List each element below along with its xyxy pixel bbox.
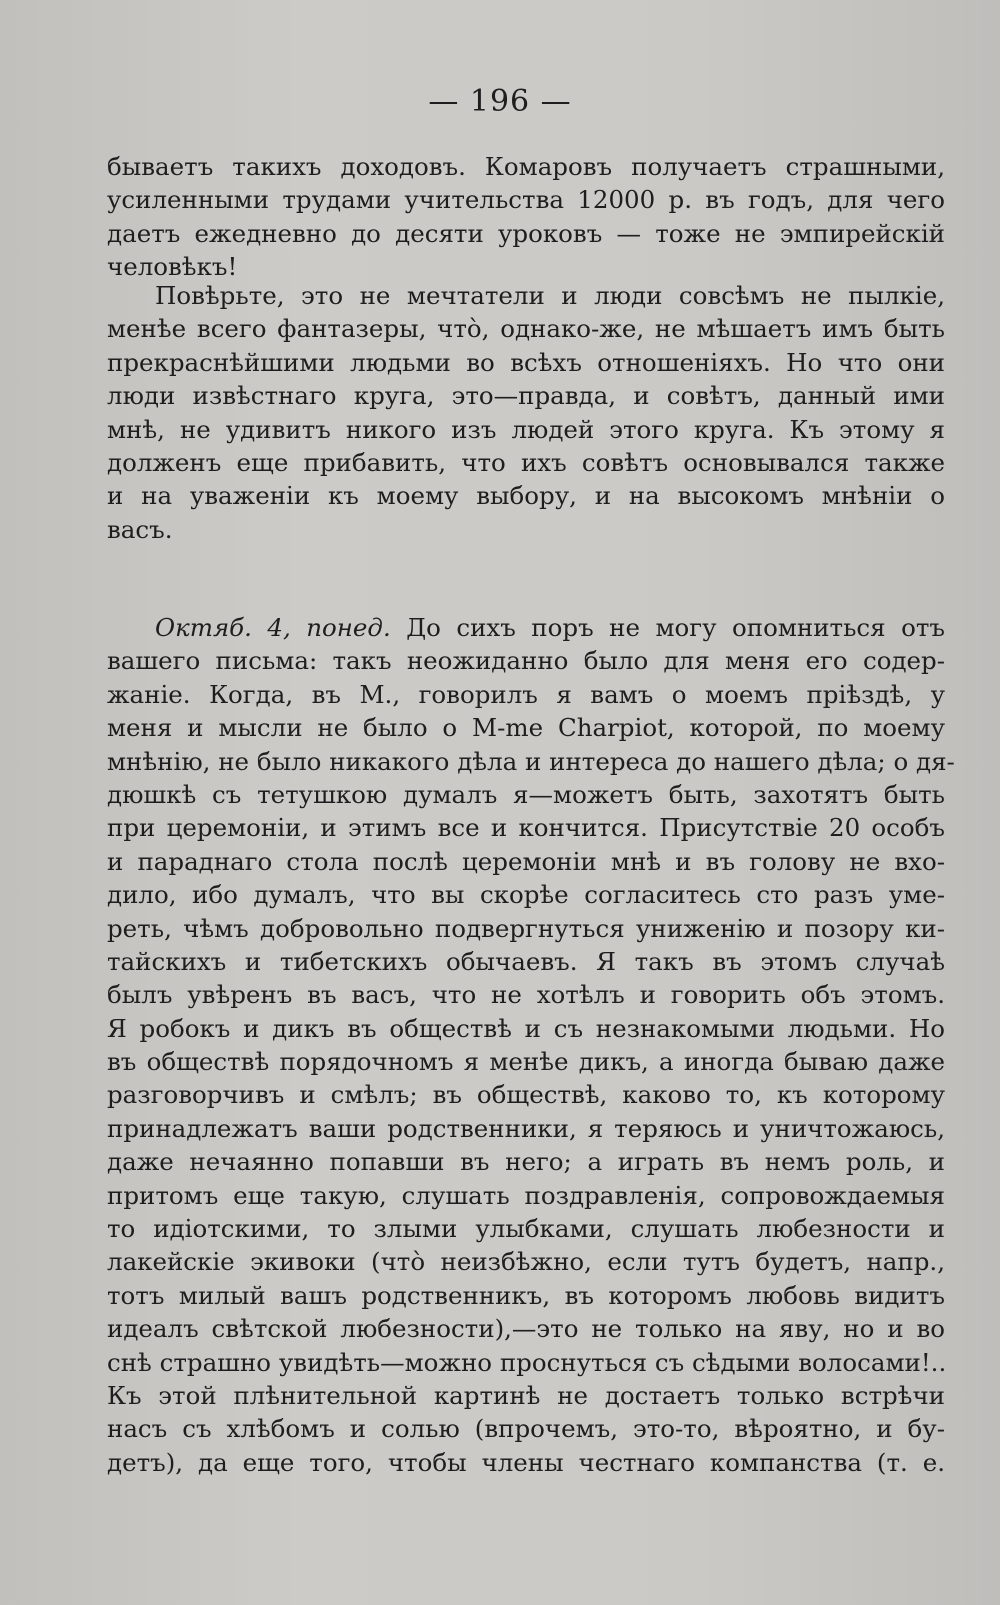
text-line: вашего письма: такъ неожиданно было для меня его содер- xyxy=(107,646,945,676)
text-line: лакейскіе экивоки (что̀ неизбѣжно, если тутъ будетъ, напр., xyxy=(107,1247,945,1277)
text-line: Повѣрьте, это не мечтатели и люди совсѣмъ не пылкіе, xyxy=(155,281,945,310)
text-line: идеалъ свѣтской любезности),—это не только на яву, но и во xyxy=(107,1314,945,1344)
text-line: долженъ еще прибавить, что ихъ совѣтъ основывался также xyxy=(107,447,945,477)
paragraph-2 xyxy=(107,279,945,546)
text-line: снѣ страшно увидѣть—можно проснуться съ сѣдыми волосами!.. xyxy=(107,1347,947,1377)
text-line: при церемоніи, и этимъ все и кончится. Присутствіе 20 особъ xyxy=(107,813,945,843)
text-line: и параднаго стола послѣ церемоніи мнѣ и въ голову не вхо- xyxy=(107,846,945,876)
text-line: жаніе. Когда, въ М., говорилъ я вамъ о моемъ пріѣздѣ, у xyxy=(107,679,945,709)
text-line: даетъ ежедневно до десяти уроковъ — тоже не эмпирейскій xyxy=(107,218,945,248)
text-line: меня и мысли не было о M-me Charpiot, которой, по моему xyxy=(107,713,945,743)
text-line: детъ), да еще того, чтобы члены честнаго компанства (т. е. xyxy=(107,1447,945,1477)
text-line: былъ увѣренъ въ васъ, что не хотѣлъ и говорить объ этомъ. xyxy=(107,980,945,1010)
text-line: дило, ибо думалъ, что вы скорѣе согласитесь сто разъ уме- xyxy=(107,880,945,910)
text-line: прекраснѣйшими людьми во всѣхъ отношеніяхъ. Но что они xyxy=(107,347,945,377)
text-fragment: До сихъ поръ не могу опомниться отъ xyxy=(390,613,945,642)
text-line: даже нечаянно попавши въ него; а играть въ немъ роль, и xyxy=(107,1147,945,1177)
text-line: тайскихъ и тибетскихъ обычаевъ. Я такъ въ этомъ случаѣ xyxy=(107,946,945,976)
text-line: то идіотскими, то злыми улыбками, слушать любезности и xyxy=(107,1214,945,1244)
text-line: реть, чѣмъ добровольно подвергнуться униженію и позору ки- xyxy=(107,913,945,943)
text-line: человѣкъ! xyxy=(107,252,238,282)
text-line: насъ съ хлѣбомъ и солью (впрочемъ, это-то, вѣроятно, и бу- xyxy=(107,1414,945,1444)
text-line: люди извѣстнаго круга, это—правда, и совѣтъ, данный ими xyxy=(107,381,945,411)
text-line: принадлежатъ ваши родственники, я теряюсь и уничтожаюсь, xyxy=(107,1113,945,1143)
text-line: менѣе всего фантазеры, что̀, однако-же, не мѣшаетъ имъ быть xyxy=(107,314,945,344)
paragraph-3-diary-entry xyxy=(107,611,955,1479)
text-line xyxy=(107,611,945,644)
text-line: и на уваженіи къ моему выбору, и на высокомъ мнѣніи о xyxy=(107,481,945,511)
text-line: мнѣ, не удивитъ никого изъ людей этого круга. Къ этому я xyxy=(107,414,945,444)
text-line: притомъ еще такую, слушать поздравленія, сопровождаемыя xyxy=(107,1180,945,1210)
paragraph-1 xyxy=(107,150,945,284)
text-line: Къ этой плѣнительной картинѣ не достаетъ только встрѣчи xyxy=(107,1380,945,1410)
page-number: — 196 — xyxy=(428,84,572,119)
text-line: усиленными трудами учительства 12000 р. въ годъ, для чего xyxy=(107,185,945,215)
text-line: тотъ милый вашъ родственникъ, въ которомъ любовь видитъ xyxy=(107,1280,945,1310)
text-line: бываетъ такихъ доходовъ. Комаровъ получаетъ страшными, xyxy=(107,152,945,181)
text-line: васъ. xyxy=(107,514,173,544)
text-line: Я робокъ и дикъ въ обществѣ и съ незнакомыми людьми. Но xyxy=(107,1013,945,1043)
text-line: дюшкѣ съ тетушкою думалъ я—можетъ быть, захотятъ быть xyxy=(107,779,945,809)
text-line: разговорчивъ и смѣлъ; въ обществѣ, каково то, къ которому xyxy=(107,1080,945,1110)
entry-date: Октяб. 4, понед. xyxy=(155,613,391,642)
text-line: въ обществѣ порядочномъ я менѣе дикъ, а иногда бываю даже xyxy=(107,1047,945,1077)
text-line: мнѣнію, не было никакого дѣла и интереса до нашего дѣла; о дя- xyxy=(107,746,955,776)
